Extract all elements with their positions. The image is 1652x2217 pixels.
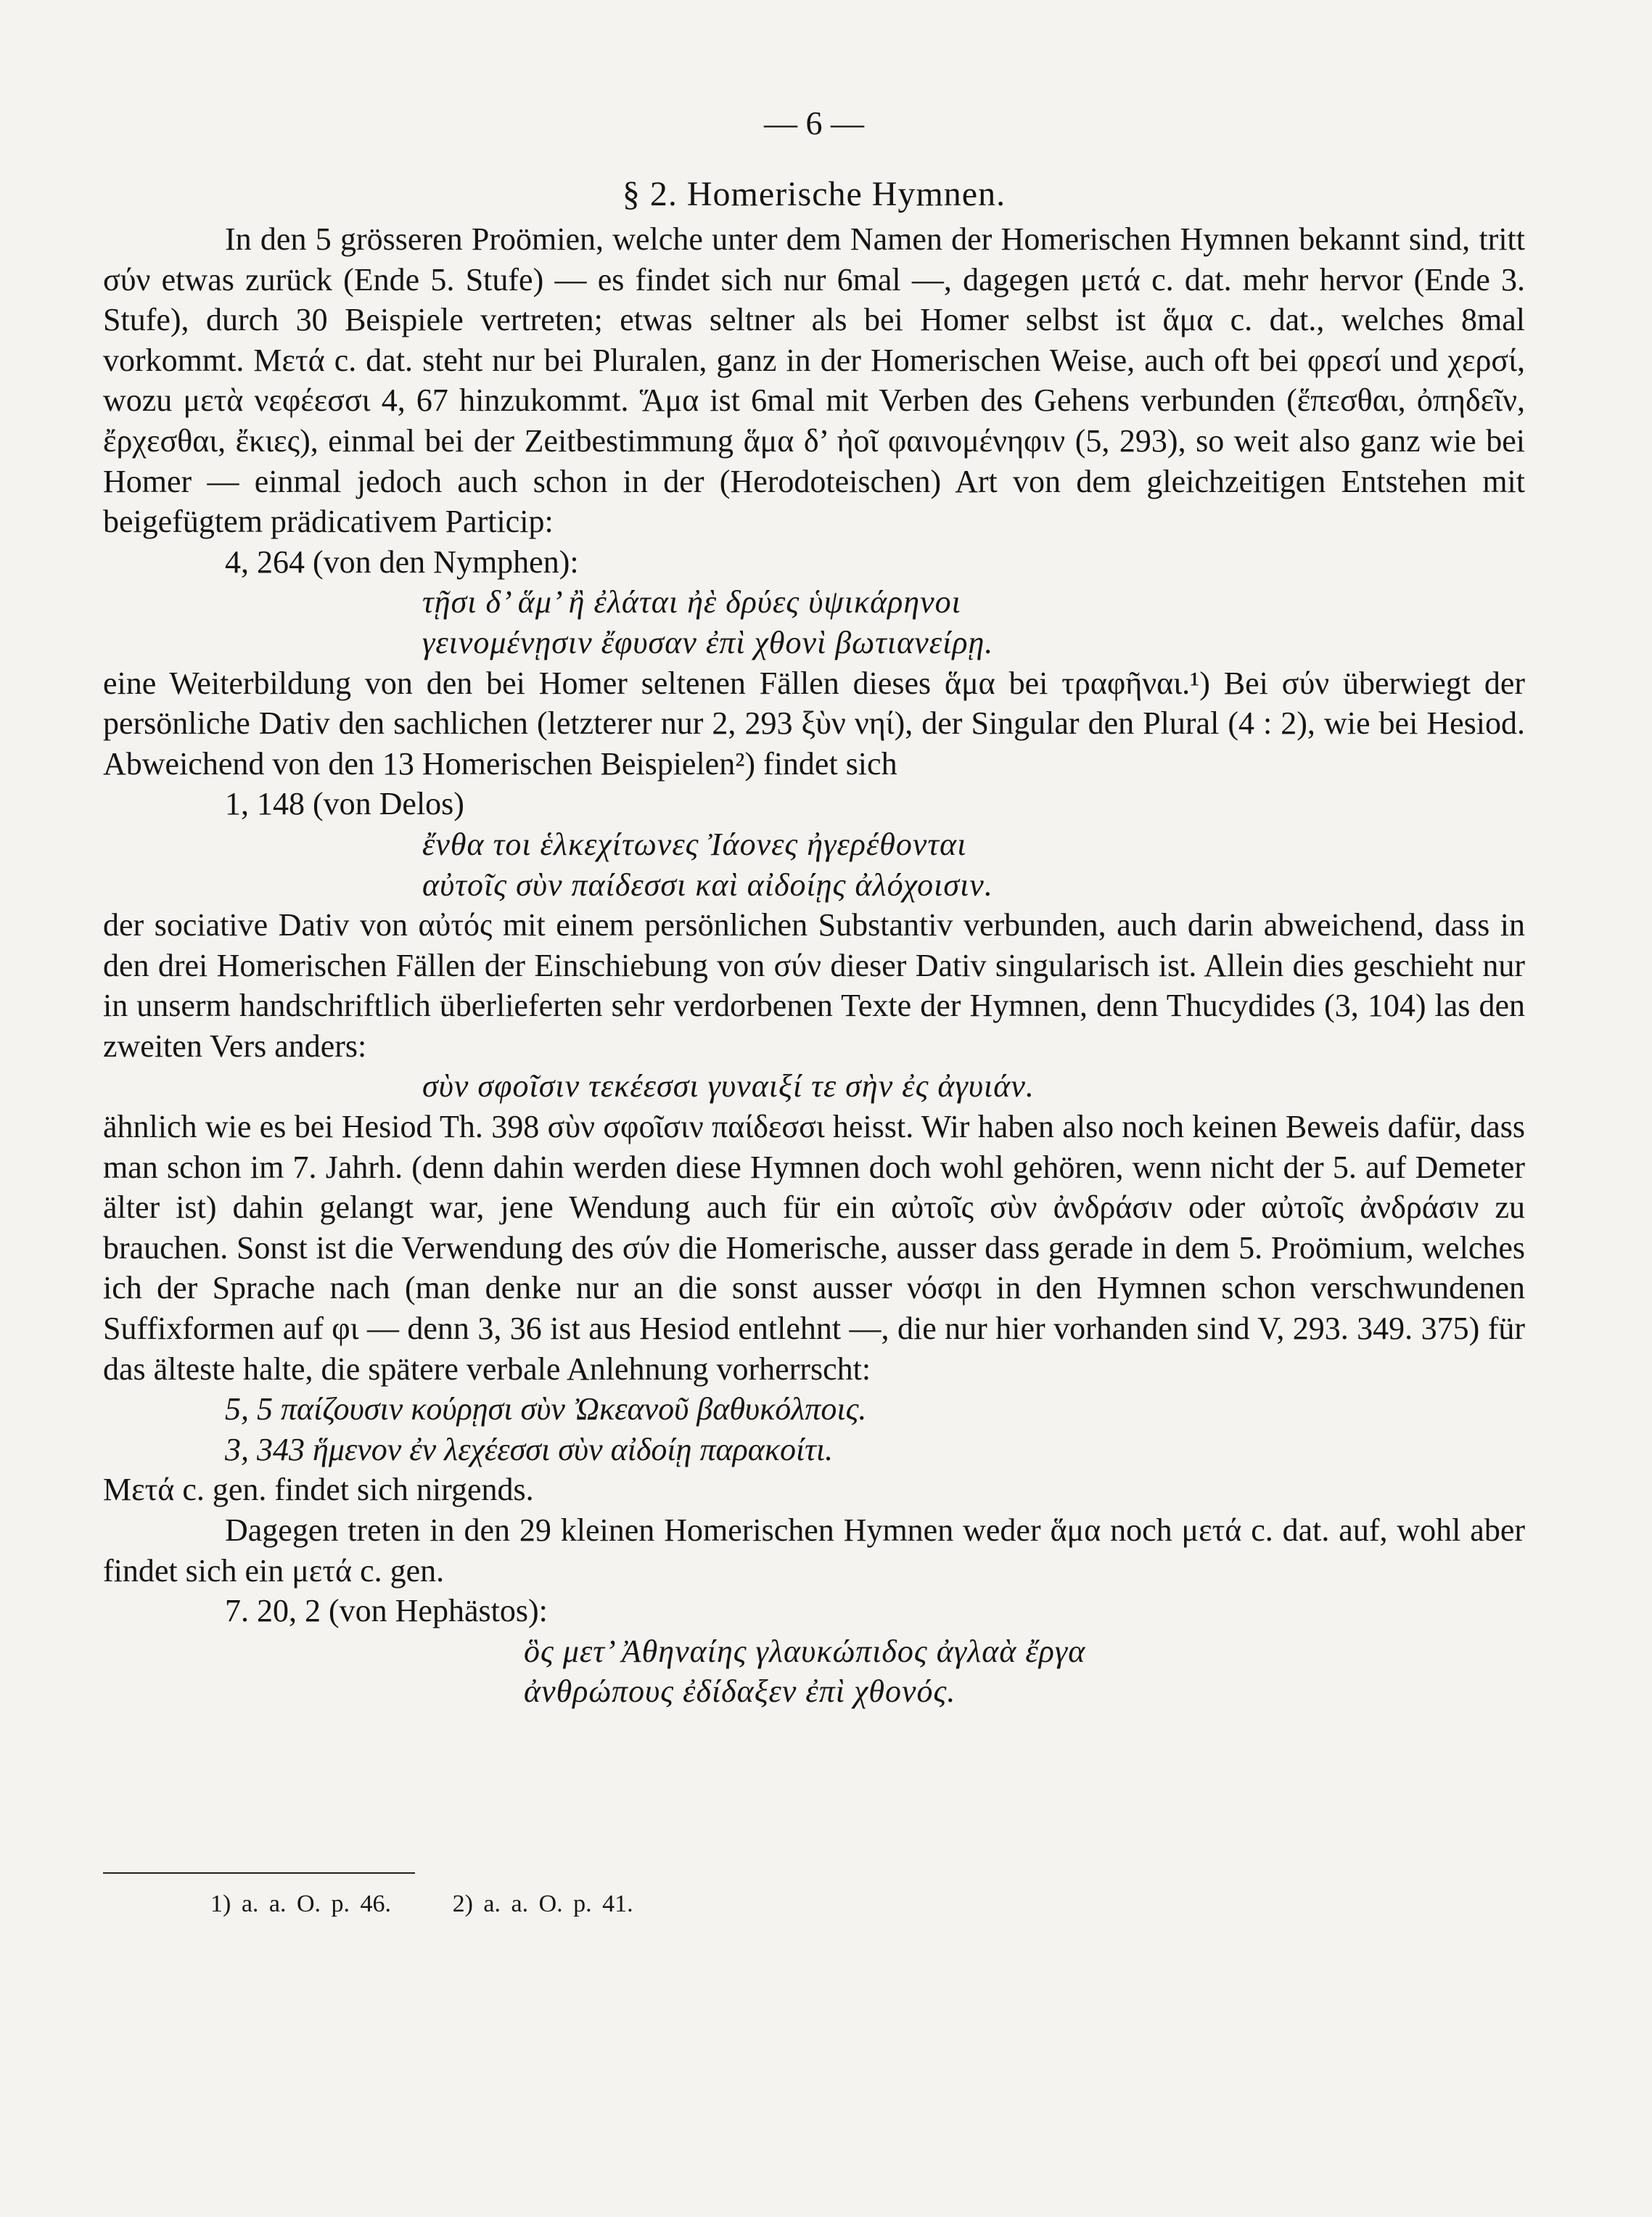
footnote-1: 1) a. a. O. p. 46. xyxy=(210,1890,392,1917)
quote-line-1: 5, 5 παίζουσιν κούρῃσι σὺν Ὠκεανοῦ βαθυκόλποις. xyxy=(225,1391,867,1427)
verse-line-4b: ἀνθρώπους ἐδίδαξεν ἐπὶ χθονός. xyxy=(524,1673,956,1710)
paragraph-4: ähnlich wie es bei Hesiod Th. 398 σὺν σφοῖσιν παίδεσσι heisst. Wir haben also noch keinen Beweis dafür, dass man schon im 7. Jahrh. (denn dahin werden diese Hymnen doch wohl gehören, wenn nicht der 5. auf Demeter älter ist) dahin gelangt war, jene Wendung auch für ein αὐτοῖς σὺν ἀνδράσιν oder αὐτοῖς ἀνδράσιν zu brauchen. Sonst ist die Verwendung des σύν die Homerische, ausser dass gerade in dem 5. Proömium, welches ich der Sprache nach (man denke nur an die sonst ausser νόσφι in den Hymnen schon verschwundenen Suffixformen auf φι — denn 3, 36 ist aus Hesiod entlehnt —, die nur hier vorhanden sind V, 293. 349. 375) für das älteste halte, die spätere verbale Anlehnung vorherrscht: xyxy=(103,1109,1525,1387)
footnote-divider xyxy=(103,1872,415,1874)
quote-line-2: 3, 343 ἥμενον ἐν λεχέεσσι σὺν αἰδοίῃ παρακοίτι. xyxy=(225,1431,834,1467)
verse-line-1b: γεινομένῃσιν ἔφυσαν ἐπὶ χθονὶ βωτιανείρῃ. xyxy=(422,624,994,660)
paragraph-6: Dagegen treten in den 29 kleinen Homerischen Hymnen weder ἅμα noch μετά c. dat. auf, wohl aber findet sich ein μετά c. gen. xyxy=(103,1512,1525,1589)
footnotes xyxy=(210,1888,684,1920)
body-text xyxy=(103,219,1525,1712)
verse-line-2a: ἔνθα τοι ἑλκεχίτωνες Ἰάονες ἠγερέθονται xyxy=(422,826,967,862)
verse-line-1a: τῇσι δ’ ἅμ’ ἢ ἐλάται ἠὲ δρύες ὑψικάρηνοι xyxy=(422,584,961,620)
page-number: — 6 — xyxy=(764,105,864,142)
verse-line-2b: αὐτοῖς σὺν παίδεσσι καὶ αἰδοίῃς ἀλόχοισιν. xyxy=(422,866,993,903)
reference-line-1: 4, 264 (von den Nymphen): xyxy=(225,544,579,580)
paragraph-1: In den 5 grösseren Proömien, welche unter dem Namen der Homerischen Hymnen bekannt sind, tritt σύν etwas zurück (Ende 5. Stufe) — es findet sich nur 6mal —, dagegen μετά c. dat. mehr hervor (Ende 3. Stufe), durch 30 Beispiele vertreten; etwas seltner als bei Homer selbst ist ἅμα c. dat., welches 8mal vorkommt. Μετά c. dat. steht nur bei Pluralen, ganz in der Homerischen Weise, auch oft bei φρεσί und χερσί, wozu μετὰ νεφέεσσι 4, 67 hinzukommt. Ἅμα ist 6mal mit Verben des Gehens verbunden (ἕπεσθαι, ὀπηδεῖν, ἔρχεσθαι, ἔκιες), einmal bei der Zeitbestimmung ἅμα δ’ ἠοῖ φαινομένηφιν (5, 293), so weit also ganz wie bei Homer — einmal jedoch auch schon in der (Herodoteischen) Art von dem gleichzeitigen Entstehen mit beigefügtem prädicativem Particip: xyxy=(103,221,1525,540)
reference-line-3: 7. 20, 2 (von Hephästos): xyxy=(225,1593,548,1629)
page xyxy=(103,102,1525,2134)
paragraph-5: Μετά c. gen. findet sich nirgends. xyxy=(103,1472,534,1508)
verse-line-4a: ὃς μετ’ Ἀθηναίης γλαυκώπιδος ἀγλαὰ ἔργα xyxy=(524,1633,1086,1669)
paragraph-2: eine Weiterbildung von den bei Homer seltenen Fällen dieses ἅμα bei τραφῆναι.¹) Bei σύν überwiegt der persönliche Dativ den sachlichen (letzterer nur 2, 293 ξὺν νηί), der Singular den Plural (4 : 2), wie bei Hesiod. Abweichend von den 13 Homerischen Beispielen²) findet sich xyxy=(103,665,1525,782)
footnote-2: 2) a. a. O. p. 41. xyxy=(452,1890,633,1917)
paragraph-3: der sociative Dativ von αὐτός mit einem persönlichen Substantiv verbunden, auch darin abweichend, dass in den drei Homerischen Fällen der Einschiebung von σύν dieser Dativ singularisch ist. Allein dies geschieht nur in unserm handschriftlich überlieferten sehr verdorbenen Texte der Hymnen, denn Thucydides (3, 104) las den zweiten Vers anders: xyxy=(103,907,1525,1064)
reference-line-2: 1, 148 (von Delos) xyxy=(225,786,464,822)
verse-line-3: σὺν σφοῖσιν τεκέεσσι γυναιξί τε σὴν ἐς ἀγυιάν. xyxy=(422,1068,1035,1105)
section-title: § 2. Homerische Hymnen. xyxy=(622,175,1006,213)
